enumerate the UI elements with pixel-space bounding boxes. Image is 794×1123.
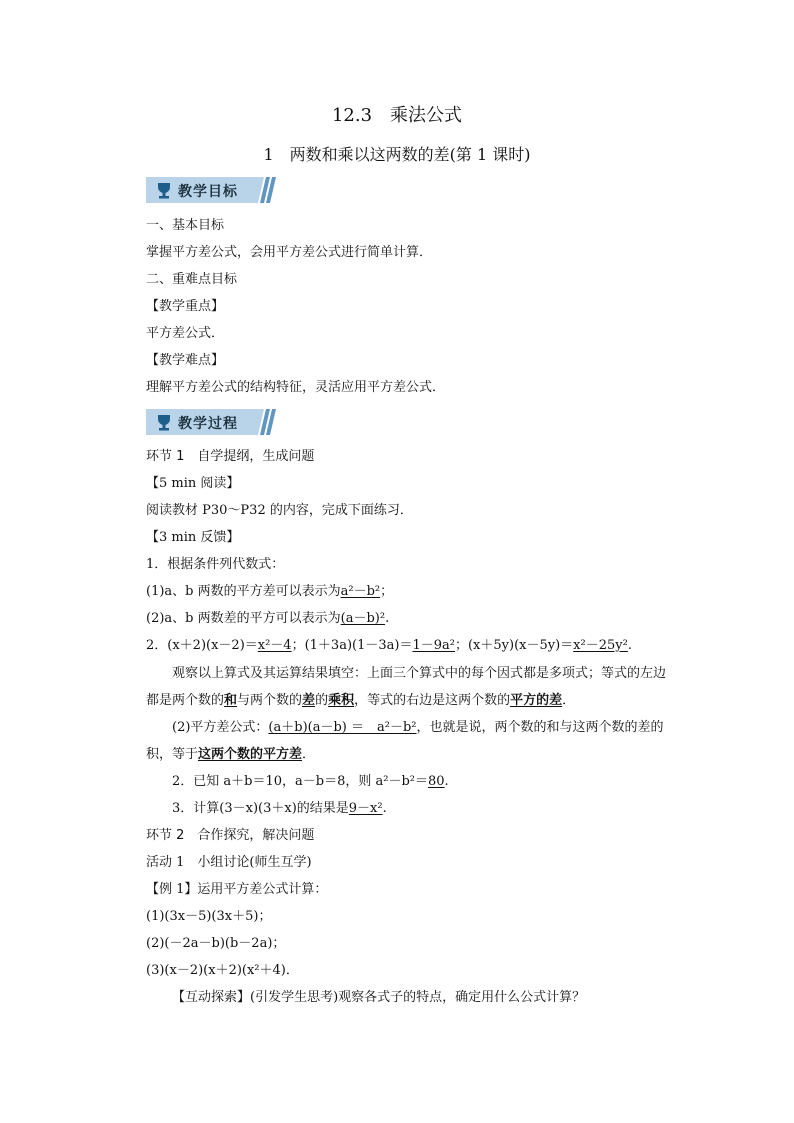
basic-goal-heading: 一、基本目标 [146, 218, 225, 233]
badge-label: 教学目标 [178, 184, 238, 200]
trophy-icon [158, 415, 170, 431]
answer-blank: 平方的差 [510, 693, 563, 708]
badge-label: 教学过程 [178, 416, 238, 432]
question-1a-prompt: (1)a、b 两数的平方差可以表示为 [146, 584, 341, 599]
punctuation: . [627, 638, 632, 653]
punctuation: ． [562, 693, 576, 708]
obs-text: 的 [315, 693, 329, 708]
difficulty-label: 【教学难点】 [146, 353, 225, 368]
question-2-mid: ；(1＋3a)(1－3a)＝ [291, 638, 413, 653]
answer-blank: (a＋b)(a－b) ＝ a²－b² [268, 720, 417, 735]
question-2-mid: ；(x＋5y)(x－5y)＝ [454, 638, 574, 653]
punctuation: . [444, 774, 449, 789]
question-1a [146, 584, 393, 600]
question-2 [146, 638, 632, 654]
formula-line-1 [172, 720, 664, 736]
difficulty-text: 理解平方差公式的结构特征，灵活应用平方差公式． [146, 380, 446, 395]
answer-blank: 差 [302, 693, 316, 708]
answer-blank: x²－4 [257, 638, 292, 653]
observation-line-2 [146, 693, 575, 709]
question-1b-prompt: (2)a、b 两数差的平方可以表示为 [146, 611, 341, 626]
punctuation: ； [380, 584, 394, 599]
example-1: 【例 1】运用平方差公式计算： [146, 882, 328, 897]
read-label: 【5 min 阅读】 [146, 476, 240, 491]
question-1: 1．根据条件列代数式： [146, 557, 285, 572]
punctuation: . [385, 611, 390, 626]
interactive-exploration: 【互动探索】(引发学生思考)观察各式子的特点，确定用什么公式计算？ [172, 990, 586, 1005]
focus-label: 【教学重点】 [146, 299, 225, 314]
focus-text: 平方差公式． [146, 326, 225, 341]
formula-text: 积，等于 [146, 747, 199, 762]
read-text: 阅读教材 P30～P32 的内容，完成下面练习． [146, 503, 413, 518]
formula-line-2 [146, 747, 315, 763]
answer-blank: 1－9a² [412, 638, 455, 653]
activity-1: 活动 1 小组讨论(师生互学) [146, 855, 312, 870]
answer-blank: 和 [224, 693, 238, 708]
example-1-item-3: (3)(x－2)(x＋2)(x²＋4)． [146, 963, 299, 978]
answer-blank: 这两个数的平方差 [198, 747, 303, 762]
example-1-item-1: (1)(3x－5)(3x＋5)； [146, 909, 272, 924]
feedback-label: 【3 min 反馈】 [146, 530, 240, 545]
answer-blank: 乘积 [328, 693, 355, 708]
question-2-prompt: 2．(x＋2)(x－2)＝ [146, 638, 258, 653]
page-subtitle: 1 两数和乘以这两数的差(第 1 课时) [263, 145, 531, 164]
formula-prompt: (2)平方差公式： [172, 720, 269, 735]
section-badge-teaching-goals [146, 177, 276, 203]
formula-text: ，也就是说，两个数的和与这两个数的差的 [416, 720, 664, 735]
observation-line-1: 观察以上算式及其运算结果填空：上面三个算式中的每个因式都是多项式；等式的左边 [172, 666, 667, 681]
step2-heading: 环节 2 合作探究，解决问题 [146, 828, 315, 843]
obs-text: 与两个数的 [237, 693, 303, 708]
answer-blank: 80 [428, 774, 445, 789]
question-3-prompt: 2．已知 a＋b＝10，a－b＝8，则 a²－b²＝ [172, 774, 428, 789]
punctuation: ． [302, 747, 316, 762]
obs-text: ，等式的右边是这两个数的 [354, 693, 511, 708]
answer-blank: (a－b)² [340, 611, 386, 626]
answer-blank: x²－25y² [573, 638, 628, 653]
page-title: 12.3 乘法公式 [331, 105, 463, 126]
answer-blank: 9－x² [348, 801, 383, 816]
question-1b [146, 611, 389, 627]
step1-heading: 环节 1 自学提纲，生成问题 [146, 449, 315, 464]
question-4 [172, 801, 387, 817]
trophy-icon [158, 183, 170, 199]
section-badge-teaching-process [146, 409, 276, 435]
punctuation: . [382, 801, 387, 816]
question-4-prompt: 3．计算(3－x)(3＋x)的结果是 [172, 801, 349, 816]
obs-text: 都是两个数的 [146, 693, 225, 708]
question-3 [172, 774, 449, 790]
answer-blank: a²－b² [340, 584, 381, 599]
basic-goal-text: 掌握平方差公式，会用平方差公式进行简单计算． [146, 245, 433, 260]
example-1-item-2: (2)(－2a－b)(b－2a)； [146, 936, 286, 951]
key-goal-heading: 二、重难点目标 [146, 272, 238, 287]
